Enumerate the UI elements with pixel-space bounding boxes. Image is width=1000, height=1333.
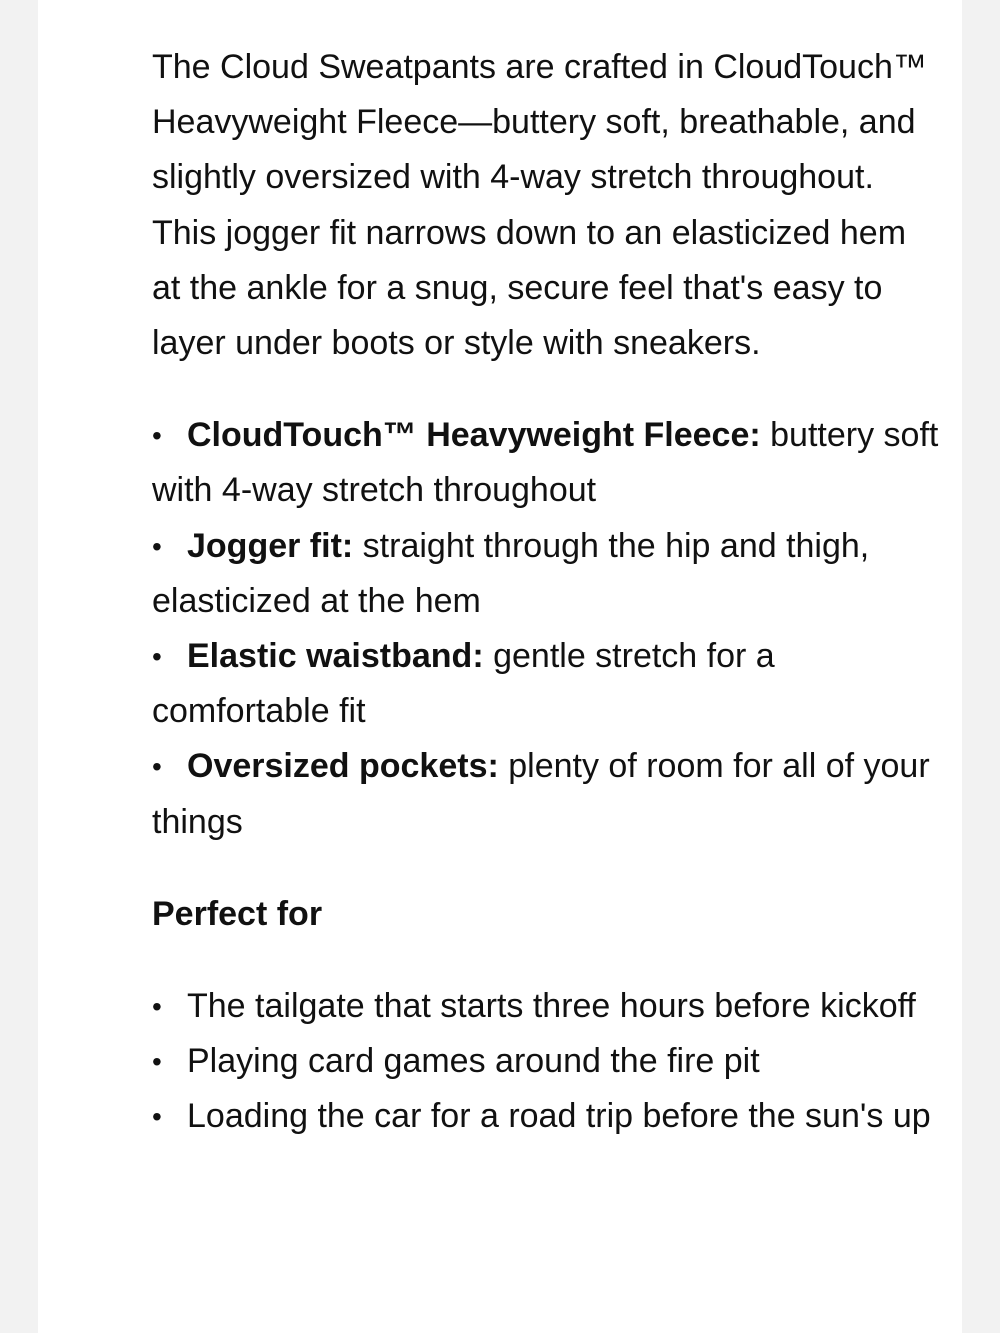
perfect-for-item [152,979,942,1034]
perfect-for-item [152,1034,942,1089]
bullet-icon: • [152,420,162,452]
perfect-for-heading: Perfect for [152,894,323,933]
bullet-icon: • [152,530,162,562]
perfect-for-item-text: Playing card games around the fire pit [187,1042,760,1081]
feature-title: CloudTouch™ Heavyweight Fleece: [187,416,761,455]
feature-title: Jogger fit: [187,526,354,565]
feature-text: buttery soft with 4-way stretch throughout [152,416,939,510]
feature-text: plenty of room for all of your things [152,747,930,841]
description-content [152,40,942,1145]
feature-text: straight through the hip and thigh, elasticized at the hem [152,526,870,620]
feature-item-pockets [152,739,942,849]
feature-text: gentle stretch for a comfortable fit [152,637,775,731]
product-description-text: The Cloud Sweatpants are crafted in CloudTouch™ Heavyweight Fleece—buttery soft, breathable, and slightly oversized with 4-way stretch throughout. This jogger fit narrows down to an elasticized hem at the ankle for a snug, secure feel that's easy to layer under boots or style with sneakers. [152,48,927,363]
perfect-for-item [152,1089,942,1144]
bullet-icon: • [152,641,162,673]
features-list [152,408,942,850]
bullet-icon: • [152,991,162,1023]
perfect-for-item-text: The tailgate that starts three hours before kickoff [187,987,916,1026]
feature-item-waistband [152,629,942,739]
feature-title: Oversized pockets: [187,747,499,786]
perfect-for-item-text: Loading the car for a road trip before the sun's up [187,1097,931,1136]
bullet-icon: • [152,1046,162,1078]
feature-title: Elastic waistband: [187,637,484,676]
bullet-icon: • [152,751,162,783]
perfect-for-list [152,979,942,1145]
feature-item-fleece [152,408,942,518]
product-description-page [38,0,962,1333]
bullet-icon: • [152,1101,162,1133]
feature-item-jogger-fit [152,519,942,629]
